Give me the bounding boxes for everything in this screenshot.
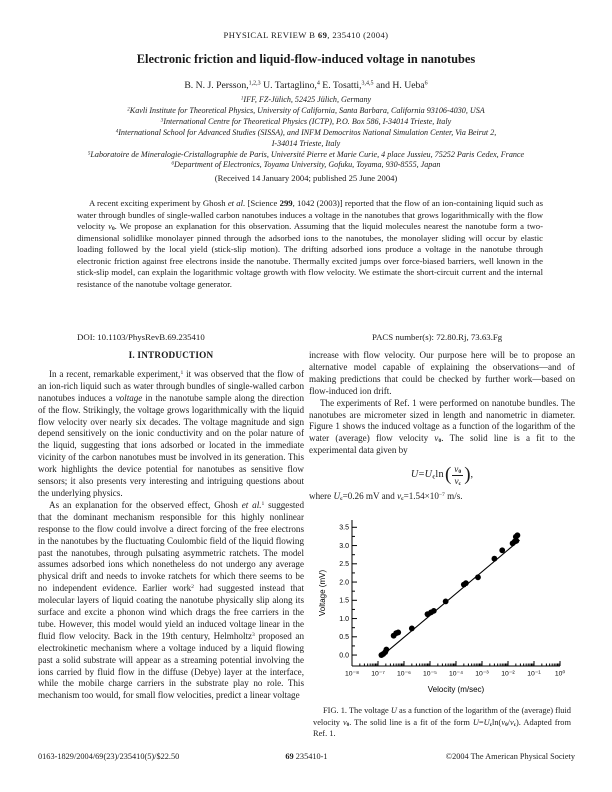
right-paragraph-1: increase with flow velocity. Our purpose here will be to propose an alternative model capable of explaining the observations—and of making predictions that could be checked by further work—based on flow-induced ion drift. <box>309 350 575 396</box>
authors-line: B. N. J. Persson,$^{1,2,3}$ U. Tartaglino,$^4$ E. Tosatti,$^{3,4,5}$ and H. Ueba$^6$ <box>184 80 428 91</box>
svg-text:10⁻⁸: 10⁻⁸ <box>344 670 360 678</box>
affiliation-text: Department of Electronics, Toyama University, Gofuku, Toyama, 930-8555, Japan <box>174 160 441 170</box>
footer-page-number: 69 235410-1 <box>285 752 328 761</box>
affiliation-marker: 4 <box>115 128 119 134</box>
svg-text:2.5: 2.5 <box>339 561 349 569</box>
affiliation-marker: 2 <box>127 107 130 113</box>
svg-text:10⁻¹: 10⁻¹ <box>527 670 541 678</box>
section-heading-introduction: I. INTRODUCTION <box>128 350 214 360</box>
svg-text:0.5: 0.5 <box>339 634 349 642</box>
where-line: where $U_c=0.26$ mV and $v_c=1.54\times 10^{-7}$ m/s. <box>309 491 463 503</box>
fit-line <box>383 540 520 655</box>
svg-text:10⁻⁷: 10⁻⁷ <box>371 670 385 678</box>
received-line: (Received 14 January 2004; published 25 June 2004) <box>214 173 398 183</box>
affiliation-line-3 <box>20 117 592 128</box>
equation-fit: $U=U_c\ln$ ( $\frac{v_0}{v_c}$ ) , <box>410 464 474 487</box>
affiliation-marker: 1 <box>240 96 244 102</box>
fraction-numerator: $v_0$ <box>454 464 462 476</box>
left-column <box>38 350 304 702</box>
right-paragraph-2: The experiments of Ref. 1 were performed on nanotube bundles. The nanotubes are micrometer sized in length and nanometric in diameter. Figure 1 shows the induced voltage as a function of the logarithm of the water (average) flow velocity $v_0$. The solid line is a fit to the experimental data given by <box>309 397 575 456</box>
affiliations-block <box>20 95 592 171</box>
pacs-numbers: PACS number(s): 72.80.Rj, 73.63.Fg <box>372 332 503 342</box>
affiliation-text: I-34014 Trieste, Italy <box>271 138 341 148</box>
affiliation-line-5 <box>20 150 592 161</box>
intro-paragraph-2: As an explanation for the observed effect, Ghosh et al.$^1$ suggested that the dominant mechanism responsible for this highly nonlinear response to the flow could involve a direct forcing of the free electrons in the nanotubes by the fluctuating Coulombic field of the liquid flowing past the nanotubes, through pulsating asymmetric ratchets. The model assumes adsorbed ions which nonetheless do not undergo any average physical drift and needs to invoke ratchets for which there seems to be no independent evidence. Earlier work$^2$ had suggested instead that molecular layers of liquid coating the nanotube physically slip along its surface and excite a phonon wind which drags the free carriers in the tube. However, this model would yield an induced voltage linear in the fluid flow velocity. Back in the 19th century, Helmholtz$^3$ proposed an electrokinetic mechanism where a voltage induced by a liquid flowing past a solid substrate will appear as a streaming potential involving the ions carried by fluid flow in the diffuse (Debye) layer at the interface, while the mobile charge carriers in the substrate play no role. This mechanism too would, for small flow velocities, predict a linear voltage <box>38 499 304 701</box>
equation-fraction <box>452 464 463 486</box>
svg-text:2.0: 2.0 <box>339 579 349 587</box>
fraction-denominator: $v_c$ <box>454 475 462 487</box>
svg-text:1.5: 1.5 <box>339 597 349 605</box>
svg-text:10⁰: 10⁰ <box>554 670 566 678</box>
svg-text:10⁻⁴: 10⁻⁴ <box>448 670 464 678</box>
y-axis-label: Voltage (mV) <box>318 570 327 617</box>
svg-text:10⁻⁶: 10⁻⁶ <box>397 670 411 678</box>
svg-text:10⁻³: 10⁻³ <box>475 670 489 678</box>
paper-title: Electronic friction and liquid-flow-induced voltage in nanotubes <box>136 52 476 66</box>
svg-text:10⁻²: 10⁻² <box>501 670 515 678</box>
affiliation-line-4 <box>20 128 592 139</box>
journal-header: PHYSICAL REVIEW B 69, 235410 (2004) <box>223 30 389 40</box>
svg-text:3.0: 3.0 <box>339 543 349 551</box>
svg-text:3.5: 3.5 <box>339 524 349 532</box>
affiliation-marker: 5 <box>87 150 91 156</box>
doi: DOI: 10.1103/PhysRevB.69.235410 <box>77 332 205 342</box>
x-tick-labels <box>345 670 565 678</box>
figure-1 <box>309 512 575 740</box>
equation-suffix: , <box>470 469 474 481</box>
page-footer <box>38 752 575 761</box>
footer-copyright: ©2004 The American Physical Society <box>445 752 575 761</box>
svg-text:10⁻⁵: 10⁻⁵ <box>423 670 437 678</box>
intro-paragraph-1: In a recent, remarkable experiment,$^1$ it was observed that the flow of an ion-rich liquid such as water through bundles of single-walled carbon nanotubes induces a voltage in the nanotube sample along the direction of the flow. Strikingly, the voltage grows logarithmically with the liquid flow velocity over nearly six decades. The voltage magnitude and sign depend sensitively on the ionic conductivity and on the polar nature of the liquid, suggesting that ions adsorbed or located in the immediate vicinity of the carbon nanotubes must be involved in its generation. This work highlights the device potential for nanotubes as sensitive flow sensors; it also presents very interesting and intriguing questions about the underlying physics. <box>38 368 305 498</box>
svg-text:1.0: 1.0 <box>339 616 349 624</box>
affiliation-line-2 <box>20 106 592 117</box>
footer-issn-price: 0163-1829/2004/69(23)/235410(5)/$22.50 <box>38 752 180 761</box>
abstract: A recent exciting experiment by Ghosh et al. [Science 299, 1042 (2003)] reported that the flow of an ion-containing liquid such as water through bundles of single-walled carbon nanotubes induces a voltage in the nanotubes that grows logarithmically with the flow velocity $v_0$. We propose an explanation for this observation. Assuming that the liquid molecules nearest the nanotube form a two-dimensional solidlike monolayer pinned through the adsorbed ions to the nanotubes, the monolayer sliding will occur by elastic loading followed by the local yield (stick-slip motion). The drifting adsorbed ions produce a voltage in the nanotube through electronic friction against free electrons inside the nanotube. Thermally excited jumps over force-biased barriers, well known in the stick-slip model, can explain the logarithmic voltage growth with flow velocity. We estimate the short-circuit current and the internal resistance of the nanotube voltage generator. <box>77 198 544 289</box>
chart-svg <box>316 512 568 696</box>
affiliation-line-4b <box>20 139 592 150</box>
svg-text:0.0: 0.0 <box>339 652 349 660</box>
affiliation-text: IFF, FZ-Jülich, 52425 Jülich, Germany <box>243 95 372 104</box>
affiliation-marker: 6 <box>171 161 175 167</box>
affiliation-marker: 3 <box>160 118 164 124</box>
y-tick-labels <box>339 525 349 660</box>
equation-lhs: $U=U_c\ln$ <box>410 469 444 481</box>
x-axis-label: Velocity (m/sec) <box>427 685 485 695</box>
affiliation-text: International Centre for Theoretical Physics (ICTP), P.O. Box 586, I-34014 Trieste, Italy <box>163 116 452 126</box>
figure-1-chart <box>316 512 568 700</box>
affiliation-text: Kavli Institute for Theoretical Physics, University of California, Santa Barbara, California 93106-4030, USA <box>129 105 485 115</box>
affiliation-text: Laboratoire de Mineralogie-Cristallographie de Paris, Université Pierre et Marie Curie, 4 place Jussieu, 75252 Paris Cedex, France <box>90 149 525 159</box>
right-column <box>309 350 575 740</box>
affiliation-line-1 <box>20 95 592 106</box>
affiliation-text: International School for Advanced Studies (SISSA), and INFM Democritos National Simulation Center, Via Beirut 2, <box>118 127 497 137</box>
doi-pacs-row <box>77 332 543 342</box>
affiliation-line-6 <box>20 160 592 171</box>
data-points <box>378 533 520 659</box>
figure-1-caption: FIG. 1. The voltage U as a function of the logarithm of the (average) fluid velocity $v_0$. The solid line is a fit of the form $U=U_c\ln(v_0/v_c)$. Adapted from Ref. 1. <box>313 706 571 739</box>
